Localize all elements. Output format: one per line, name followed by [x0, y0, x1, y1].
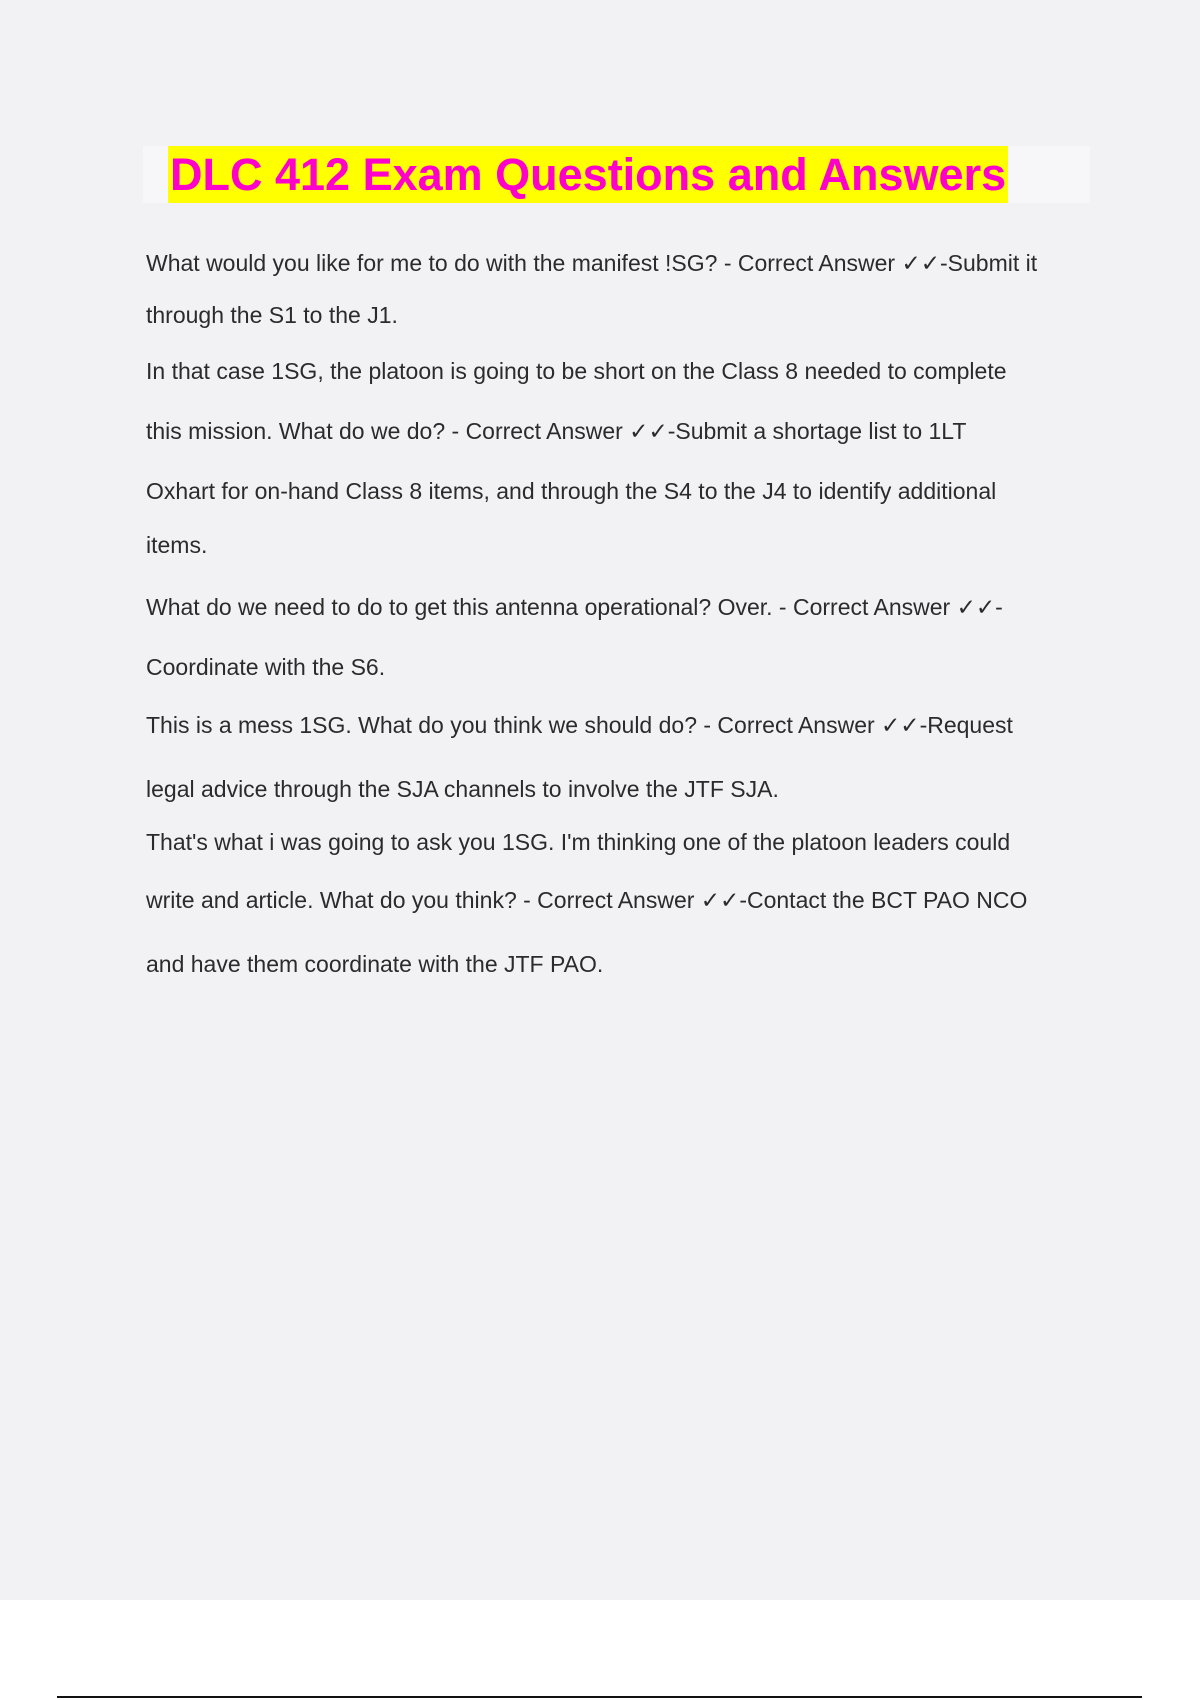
qa-line: Oxhart for on-hand Class 8 items, and through the S4 to the J4 to identify additional: [146, 478, 997, 504]
qa-item: [146, 356, 1086, 592]
document-title: DLC 412 Exam Questions and Answers: [168, 146, 1008, 203]
qa-line: That's what i was going to ask you 1SG. I'm thinking one of the platoon leaders could: [146, 829, 1011, 855]
qa-line: this mission. What do we do? - Correct Answer ✓✓-Submit a shortage list to 1LT: [146, 418, 967, 444]
qa-line: and have them coordinate with the JTF PAO.: [146, 951, 604, 977]
qa-item: [146, 248, 1086, 356]
qa-line: through the S1 to the J1.: [146, 302, 398, 328]
footer-rule: [57, 1696, 1142, 1698]
qa-item: [146, 592, 1086, 710]
qa-line: legal advice through the SJA channels to involve the JTF SJA.: [146, 776, 779, 802]
qa-item: [146, 827, 1086, 987]
qa-line: Coordinate with the S6.: [146, 654, 386, 680]
qa-line: In that case 1SG, the platoon is going to be short on the Class 8 needed to complete: [146, 358, 1007, 384]
qa-content: [146, 248, 1086, 987]
qa-line: write and article. What do you think? - Correct Answer ✓✓-Contact the BCT PAO NCO: [146, 887, 1028, 913]
qa-item: [146, 710, 1086, 827]
qa-line: What would you like for me to do with the manifest !SG? - Correct Answer ✓✓-Submit it: [146, 250, 1038, 276]
qa-line: This is a mess 1SG. What do you think we should do? - Correct Answer ✓✓-Request: [146, 712, 1013, 738]
qa-line: What do we need to do to get this antenna operational? Over. - Correct Answer ✓✓-: [146, 594, 1003, 620]
qa-line: items.: [146, 532, 208, 558]
